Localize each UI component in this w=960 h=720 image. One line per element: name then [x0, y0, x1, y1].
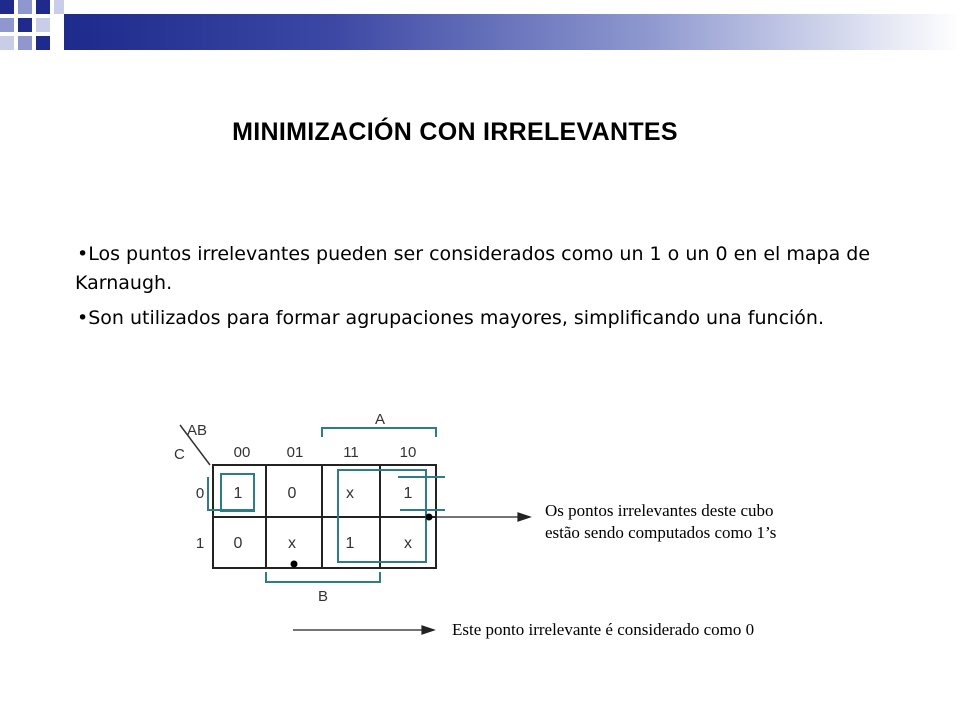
column-header: 01	[286, 444, 304, 461]
column-header: 11	[343, 444, 359, 461]
slide-title: MINIMIZACIÓN CON IRRELEVANTES	[232, 118, 678, 146]
annotation-note: Este ponto irrelevante é considerado como 0	[452, 620, 755, 639]
column-header: 10	[399, 444, 417, 461]
bracket-b	[266, 572, 380, 582]
bullet-text: Los puntos irrelevantes pueden ser considerados como un 1 o un 0 en el mapa de Karnaugh.	[75, 243, 871, 294]
kmap-cell: 1	[403, 485, 413, 502]
row-header: 0	[195, 485, 205, 502]
row-header: 1	[195, 535, 205, 552]
row-var-label: AB	[187, 422, 208, 439]
annotation-line: Os pontos irrelevantes deste cubo	[545, 501, 774, 520]
group-outline	[208, 477, 255, 510]
kmap-cell: 1	[345, 535, 355, 552]
bullet-item: •Son utilizados para formar agrupaciones mayores, simplificando una función.	[77, 307, 825, 329]
col-var-label: C	[174, 446, 185, 463]
kmap-cell: x	[404, 535, 412, 552]
arrow-head-icon	[422, 626, 434, 634]
kmap-cell: x	[346, 485, 354, 502]
label-b: B	[317, 588, 329, 605]
kmap-grid	[213, 465, 436, 568]
bullet-text: Son utilizados para formar agrupaciones mayores, simplificando una función.	[88, 307, 825, 329]
annotation-line: estão sendo computados como 1’s	[545, 523, 777, 542]
bracket-a	[322, 428, 436, 437]
arrow-head-icon	[518, 513, 530, 521]
dot-marker	[426, 514, 433, 521]
kmap-cell: 0	[287, 485, 297, 502]
kmap-cell: 0	[233, 535, 243, 552]
bullet-item: •Los puntos irrelevantes pueden ser considerados como un 1 o un 0 en el mapa de Karnaugh.	[75, 243, 871, 294]
kmap-cell: 1	[233, 485, 243, 502]
column-header: 00	[233, 444, 251, 461]
label-a: A	[374, 411, 386, 428]
annotation-note	[545, 500, 776, 544]
kmap-cell: x	[288, 535, 296, 552]
dot-marker	[291, 561, 298, 568]
